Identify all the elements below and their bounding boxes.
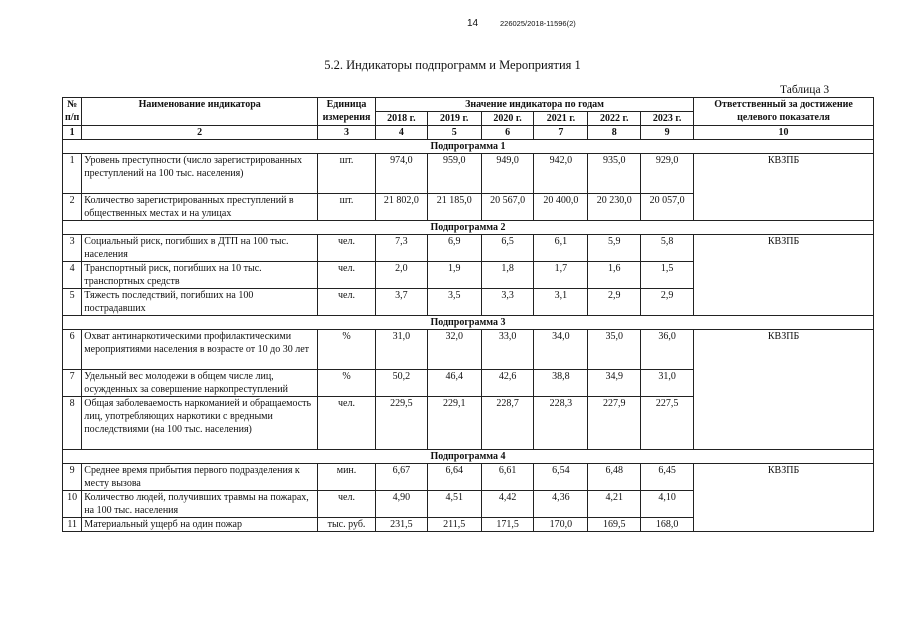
col-header-year: 2019 г. (427, 112, 481, 126)
value-cell: 20 400,0 (534, 194, 588, 221)
value-cell: 6,48 (588, 464, 641, 491)
value-cell: 959,0 (427, 154, 481, 194)
value-cell: 3,1 (534, 289, 588, 316)
col-header-years-group: Значение индикатора по годам (375, 98, 693, 112)
col-header-year: 2023 г. (641, 112, 694, 126)
value-cell: 6,5 (481, 235, 534, 262)
value-cell: 35,0 (588, 330, 641, 370)
value-cell: 1,9 (427, 262, 481, 289)
value-cell: 20 057,0 (641, 194, 694, 221)
indicators-table (62, 97, 874, 532)
subprogram-row (63, 316, 874, 330)
indicator-name: Уровень преступности (число зарегистрированных преступлений на 100 тыс. населения) (82, 154, 318, 194)
value-cell: 6,61 (481, 464, 534, 491)
unit-cell: шт. (318, 194, 376, 221)
col-header-year: 2021 г. (534, 112, 588, 126)
col-number: 10 (694, 126, 874, 140)
value-cell: 42,6 (481, 370, 534, 397)
row-number: 5 (63, 289, 82, 316)
value-cell: 231,5 (375, 518, 427, 532)
value-cell: 36,0 (641, 330, 694, 370)
table-row (63, 235, 874, 262)
value-cell: 228,7 (481, 397, 534, 450)
header-row (63, 98, 874, 112)
indicator-name: Транспортный риск, погибших на 10 тыс. транспортных средств (82, 262, 318, 289)
subprogram-title: Подпрограмма 4 (63, 450, 874, 464)
value-cell: 21 185,0 (427, 194, 481, 221)
unit-cell: чел. (318, 235, 376, 262)
unit-cell: тыс. руб. (318, 518, 376, 532)
row-number: 2 (63, 194, 82, 221)
col-number: 4 (375, 126, 427, 140)
row-number: 7 (63, 370, 82, 397)
unit-cell: чел. (318, 262, 376, 289)
responsible-cell: КВЗПБ (694, 235, 874, 316)
value-cell: 4,51 (427, 491, 481, 518)
value-cell: 2,9 (641, 289, 694, 316)
value-cell: 929,0 (641, 154, 694, 194)
indicator-name: Удельный вес молодежи в общем числе лиц, осужденных за совершение наркопреступлений (82, 370, 318, 397)
value-cell: 31,0 (375, 330, 427, 370)
value-cell: 5,8 (641, 235, 694, 262)
value-cell: 211,5 (427, 518, 481, 532)
value-cell: 50,2 (375, 370, 427, 397)
value-cell: 4,21 (588, 491, 641, 518)
value-cell: 38,8 (534, 370, 588, 397)
value-cell: 949,0 (481, 154, 534, 194)
indicator-name: Охват антинаркотическими профилактическими мероприятиями населения в возрасте от 10 до 30 лет (82, 330, 318, 370)
table-row (63, 330, 874, 370)
unit-cell: % (318, 370, 376, 397)
indicator-name: Общая заболеваемость наркоманией и обращаемость лиц, употребляющих наркотики с вредными последствиями (на 100 тыс. населения) (82, 397, 318, 450)
value-cell: 5,9 (588, 235, 641, 262)
value-cell: 46,4 (427, 370, 481, 397)
col-header-name: Наименование индикатора (82, 98, 318, 126)
value-cell: 935,0 (588, 154, 641, 194)
value-cell: 168,0 (641, 518, 694, 532)
row-number: 8 (63, 397, 82, 450)
col-number: 1 (63, 126, 82, 140)
row-number: 11 (63, 518, 82, 532)
value-cell: 4,90 (375, 491, 427, 518)
value-cell: 4,10 (641, 491, 694, 518)
col-header-year: 2020 г. (481, 112, 534, 126)
table-label: Таблица 3 (780, 84, 830, 96)
value-cell: 227,9 (588, 397, 641, 450)
row-number: 10 (63, 491, 82, 518)
value-cell: 170,0 (534, 518, 588, 532)
unit-cell: чел. (318, 397, 376, 450)
col-number: 8 (588, 126, 641, 140)
section-title: 5.2. Индикаторы подпрограмм и Мероприятия 1 (324, 58, 581, 72)
subprogram-title: Подпрограмма 1 (63, 140, 874, 154)
value-cell: 34,0 (534, 330, 588, 370)
value-cell: 33,0 (481, 330, 534, 370)
row-number: 4 (63, 262, 82, 289)
indicator-name: Количество людей, получивших травмы на пожарах, на 100 тыс. населения (82, 491, 318, 518)
col-number: 3 (318, 126, 376, 140)
indicator-name: Среднее время прибытия первого подразделения к месту вызова (82, 464, 318, 491)
col-number: 7 (534, 126, 588, 140)
value-cell: 6,67 (375, 464, 427, 491)
col-number: 2 (82, 126, 318, 140)
page-number: 14 (467, 18, 479, 29)
col-header-num: № п/п (63, 98, 82, 126)
value-cell: 171,5 (481, 518, 534, 532)
value-cell: 1,8 (481, 262, 534, 289)
value-cell: 20 230,0 (588, 194, 641, 221)
value-cell: 942,0 (534, 154, 588, 194)
value-cell: 4,36 (534, 491, 588, 518)
indicator-name: Тяжесть последствий, погибших на 100 пострадавших (82, 289, 318, 316)
row-number: 1 (63, 154, 82, 194)
subprogram-row (63, 221, 874, 235)
value-cell: 1,6 (588, 262, 641, 289)
responsible-cell: КВЗПБ (694, 464, 874, 532)
value-cell: 4,42 (481, 491, 534, 518)
unit-cell: шт. (318, 154, 376, 194)
value-cell: 31,0 (641, 370, 694, 397)
value-cell: 1,5 (641, 262, 694, 289)
value-cell: 6,45 (641, 464, 694, 491)
subprogram-title: Подпрограмма 2 (63, 221, 874, 235)
value-cell: 228,3 (534, 397, 588, 450)
col-header-year: 2018 г. (375, 112, 427, 126)
indicator-name: Материальный ущерб на один пожар (82, 518, 318, 532)
col-header-responsible: Ответственный за достижение целевого показателя (694, 98, 874, 126)
value-cell: 2,0 (375, 262, 427, 289)
value-cell: 6,54 (534, 464, 588, 491)
col-number: 6 (481, 126, 534, 140)
value-cell: 229,5 (375, 397, 427, 450)
value-cell: 32,0 (427, 330, 481, 370)
col-number: 5 (427, 126, 481, 140)
col-header-unit: Единица измерения (318, 98, 376, 126)
unit-cell: % (318, 330, 376, 370)
value-cell: 1,7 (534, 262, 588, 289)
value-cell: 6,64 (427, 464, 481, 491)
value-cell: 3,5 (427, 289, 481, 316)
value-cell: 229,1 (427, 397, 481, 450)
value-cell: 34,9 (588, 370, 641, 397)
value-cell: 227,5 (641, 397, 694, 450)
value-cell: 20 567,0 (481, 194, 534, 221)
table-body (63, 98, 874, 532)
value-cell: 6,1 (534, 235, 588, 262)
row-number: 9 (63, 464, 82, 491)
indicator-name: Социальный риск, погибших в ДТП на 100 тыс. населения (82, 235, 318, 262)
unit-cell: мин. (318, 464, 376, 491)
value-cell: 3,7 (375, 289, 427, 316)
value-cell: 169,5 (588, 518, 641, 532)
col-header-year: 2022 г. (588, 112, 641, 126)
col-number: 9 (641, 126, 694, 140)
value-cell: 3,3 (481, 289, 534, 316)
responsible-cell: КВЗПБ (694, 330, 874, 450)
value-cell: 6,9 (427, 235, 481, 262)
responsible-cell: КВЗПБ (694, 154, 874, 221)
value-cell: 974,0 (375, 154, 427, 194)
document-id: 226025/2018-11596(2) (500, 19, 576, 28)
numbering-row (63, 126, 874, 140)
subprogram-row (63, 450, 874, 464)
subprogram-title: Подпрограмма 3 (63, 316, 874, 330)
subprogram-row (63, 140, 874, 154)
value-cell: 21 802,0 (375, 194, 427, 221)
row-number: 6 (63, 330, 82, 370)
table-row (63, 464, 874, 491)
value-cell: 2,9 (588, 289, 641, 316)
row-number: 3 (63, 235, 82, 262)
unit-cell: чел. (318, 491, 376, 518)
indicator-name: Количество зарегистрированных преступлений в общественных местах и на улицах (82, 194, 318, 221)
table-row (63, 154, 874, 194)
unit-cell: чел. (318, 289, 376, 316)
value-cell: 7,3 (375, 235, 427, 262)
